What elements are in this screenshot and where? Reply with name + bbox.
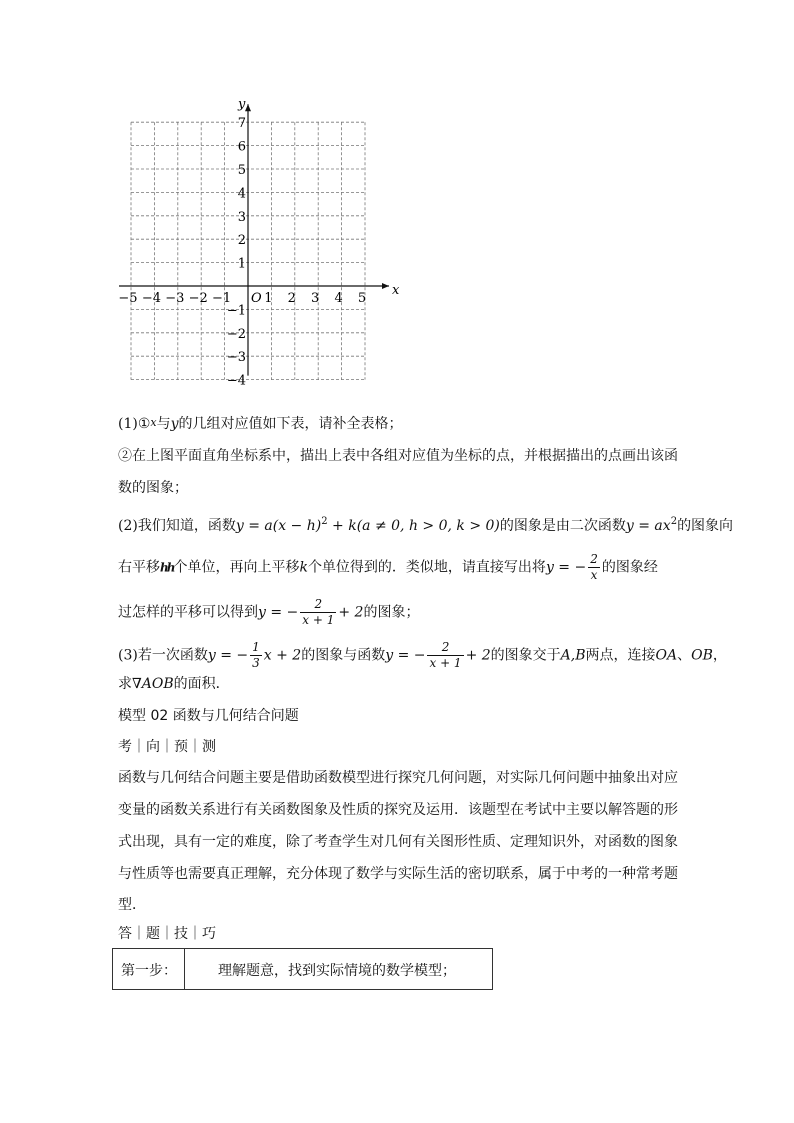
predict-heading: 考｜向｜预｜测 xyxy=(118,739,216,755)
question-1-line-1: (1)①x与y的几组对应值如下表，请补全表格； xyxy=(118,416,403,432)
x-tick-label: 3 xyxy=(311,291,320,306)
fraction: $\frac{2}{x + 1}$ xyxy=(302,597,335,627)
paragraph-line: 型． xyxy=(118,897,146,913)
y-tick-label: 6 xyxy=(237,139,246,155)
y-tick-label: 7 xyxy=(237,116,246,132)
y-tick-label: −4 xyxy=(226,373,246,389)
y-axis-label: y xyxy=(238,97,246,113)
x-tick-label: 2 xyxy=(287,291,296,306)
y-tick-label: 3 xyxy=(237,209,246,225)
y-tick-label: 4 xyxy=(237,186,246,202)
x-axis-label: x xyxy=(392,283,400,298)
y-axis-arrow xyxy=(245,104,251,111)
model-title: 模型 02 函数与几何结合问题 xyxy=(118,708,299,724)
y-tick-label: −3 xyxy=(226,350,246,366)
paragraph-line: 函数与几何结合问题主要是借助函数模型进行探究几何问题，对实际几何问题中抽象出对应 xyxy=(118,770,678,786)
fraction: $\frac{2}{x}$ xyxy=(590,552,598,582)
skills-heading: 答｜题｜技｜巧 xyxy=(118,926,216,942)
x-tick-label: −1 xyxy=(212,291,232,306)
paragraph-line: 与性质等也需要真正理解，充分体现了数学与实际生活的密切联系，属于中考的一种常考题 xyxy=(118,866,678,882)
x-tick-label: 5 xyxy=(357,291,367,306)
y-tick-label: −1 xyxy=(226,303,246,319)
x-tick-label: −5 xyxy=(118,291,138,306)
question-3-line-2: 求∇AOB的面积． xyxy=(118,676,230,692)
question-2-line-1: (2)我们知道，函数$y = a(x - h)^2 + k(a \ne 0$, h > 0, k > 0)的图象是由二次函数$y = ax^2$的图象向 xyxy=(118,516,734,534)
paragraph-line: 式出现，具有一定的难度，除了考查学生对几何有关图形性质、定理知识外，对函数的图象 xyxy=(118,834,678,850)
step-label: 第一步： xyxy=(121,963,177,979)
x-tick-label: −3 xyxy=(165,291,185,306)
question-2-line-3: 过怎样的平移可以得到y = − $\frac{2}{x + 1}$ + 2的图象； xyxy=(118,597,420,627)
steps-table xyxy=(112,948,493,990)
x-tick-label: 1 xyxy=(264,291,273,306)
paragraph-line: 变量的函数关系进行有关函数图象及性质的探究及运用．该题型在考试中主要以解答题的形 xyxy=(118,802,678,818)
y-tick-label: 1 xyxy=(237,256,246,272)
x-tick-label: 4 xyxy=(334,291,343,306)
question-1-line-3: 数的图象； xyxy=(118,480,188,496)
coordinate-grid xyxy=(112,92,422,392)
fraction: $\frac{1}{3}$ xyxy=(252,640,260,670)
step-text: 理解题意，找到实际情境的数学模型； xyxy=(218,963,456,979)
x-tick-label: −4 xyxy=(141,291,161,306)
question-2-line-2: 右平移ℎℎ个单位，再向上平移k个单位得到的．类似地，请直接写出将y = − $\frac{2}{x}$ 的图象经 xyxy=(118,552,658,582)
question-3-line-1: (3)若一次函数y = − $\frac{1}{3}$ x + 2的图象与函数y = − $\frac{2}{x + 1}$ + 2的图象交于A,B两点，连接OA、OB， xyxy=(118,640,727,670)
y-tick-label: 2 xyxy=(237,233,246,249)
origin-label: O xyxy=(251,291,262,306)
y-tick-label: 5 xyxy=(237,163,246,178)
fraction: $\frac{2}{x + 1}$ xyxy=(429,640,462,670)
question-1-line-2: ②在上图平面直角坐标系中，描出上表中各组对应值为坐标的点，并根据描出的点画出该函 xyxy=(118,448,678,464)
y-tick-label: −2 xyxy=(226,326,246,342)
x-tick-label: −2 xyxy=(188,291,208,306)
x-axis-arrow xyxy=(382,283,389,289)
